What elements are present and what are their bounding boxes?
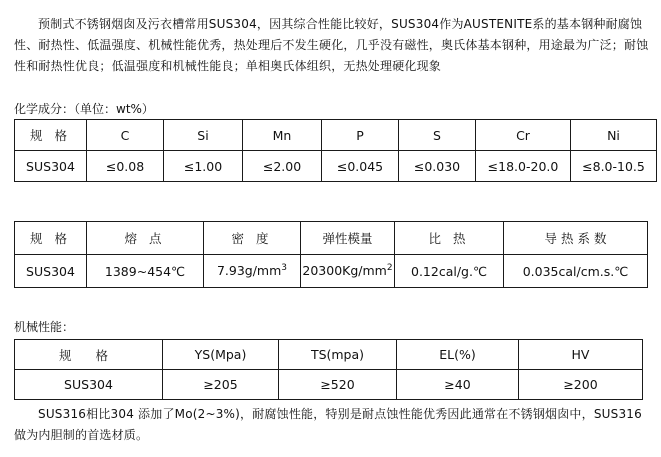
header-cell: Mn — [243, 120, 322, 151]
chemical-composition-label: 化学成分：（单位：wt%） — [14, 102, 154, 116]
superscript: 2 — [386, 263, 393, 274]
header-cell: 弹性模量 — [301, 222, 395, 255]
elastic-modulus-value: 20300Kg/mm — [302, 263, 387, 279]
table-row — [15, 255, 648, 288]
header-cell: 规 格 — [15, 120, 87, 151]
header-cell: Si — [164, 120, 243, 151]
table-header-row — [15, 340, 643, 370]
outro-paragraph: SUS316相比304 添加了Mo(2~3%)，耐腐蚀性能，特别是耐点蚀性能优秀因此通常在不锈钢烟囱中，SUS316做为内胆制的首选材质。 — [14, 407, 642, 442]
header-cell: TS(mpa) — [279, 340, 397, 370]
header-cell: C — [87, 120, 164, 151]
table-cell: ≤8.0-10.5 — [571, 151, 657, 182]
chemical-composition-table — [14, 119, 657, 182]
table-cell — [204, 255, 301, 288]
table-header-row — [15, 120, 657, 151]
table-cell: SUS304 — [15, 370, 163, 400]
table-cell: ≥205 — [163, 370, 279, 400]
header-cell: HV — [519, 340, 643, 370]
table-cell: ≥520 — [279, 370, 397, 400]
density-value: 7.93g/mm — [216, 263, 282, 279]
table-cell: 0.035cal/cm.s.℃ — [504, 255, 648, 288]
mechanical-properties-table — [14, 339, 643, 400]
header-cell: 熔 点 — [87, 222, 204, 255]
header-cell: P — [322, 120, 399, 151]
table-cell: SUS304 — [15, 151, 87, 182]
superscript: 3 — [281, 263, 288, 274]
table-row — [15, 151, 657, 182]
table-cell: ≤1.00 — [164, 151, 243, 182]
mechanical-properties-label: 机械性能： — [14, 320, 75, 334]
table-cell: 1389~454℃ — [87, 255, 204, 288]
table-cell: ≤0.045 — [322, 151, 399, 182]
table-cell: ≤2.00 — [243, 151, 322, 182]
intro-paragraph: 预制式不锈钢烟囱及污衣槽常用SUS304，因其综合性能比较好，SUS304作为AUSTENITE系的基本钢种耐腐蚀性、耐热性、低温强度、机械性能优秀，热处理后不发生硬化，几乎没有磁性，奥氏体基本钢种，用途最为广泛；耐蚀性和耐热性优良；低温强度和机械性能良；单相奥氏体组织，无热处理硬化现象 — [14, 17, 649, 73]
table-header-row — [15, 222, 648, 255]
header-cell: 导 热 系 数 — [504, 222, 648, 255]
header-cell: 密 度 — [204, 222, 301, 255]
table-cell — [301, 255, 395, 288]
table-cell: ≤18.0-20.0 — [476, 151, 571, 182]
header-cell: EL(%) — [397, 340, 519, 370]
table-cell: 0.12cal/g.℃ — [395, 255, 504, 288]
header-cell: Ni — [571, 120, 657, 151]
header-cell: S — [399, 120, 476, 151]
header-cell: 规 格 — [15, 222, 87, 255]
header-cell: 规 格 — [15, 340, 163, 370]
table-cell: ≥40 — [397, 370, 519, 400]
header-cell: YS(Mpa) — [163, 340, 279, 370]
table-cell: ≤0.030 — [399, 151, 476, 182]
table-row — [15, 370, 643, 400]
header-cell: 比 热 — [395, 222, 504, 255]
table-cell: ≤0.08 — [87, 151, 164, 182]
table-cell: SUS304 — [15, 255, 87, 288]
table-cell: ≥200 — [519, 370, 643, 400]
physical-properties-table — [14, 221, 648, 288]
header-cell: Cr — [476, 120, 571, 151]
